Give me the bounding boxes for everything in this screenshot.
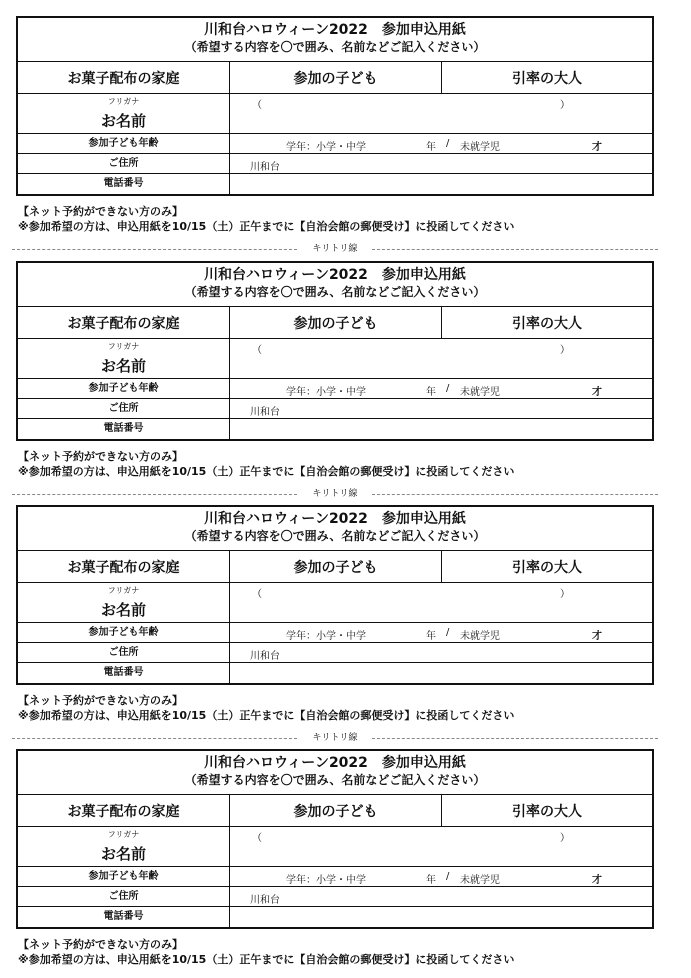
form-title-block (18, 18, 652, 62)
participation-type-header (18, 62, 652, 94)
address-row (18, 887, 652, 907)
online-note: 【ネット予約ができない方のみ】 (18, 450, 183, 463)
name-input-field[interactable] (230, 583, 652, 622)
age-option-text: 年 (426, 142, 436, 153)
application-form (16, 505, 654, 685)
phone-input-field[interactable] (230, 907, 652, 927)
age-label: 参加子ども年齢 (18, 867, 230, 886)
name-input-field[interactable] (230, 827, 652, 866)
participation-option-2[interactable]: 参加の子ども (230, 795, 442, 826)
cut-line-dash (12, 738, 297, 739)
age-option-text: 才 (592, 387, 602, 398)
age-input-field[interactable] (230, 867, 652, 886)
participation-option-1[interactable]: お菓子配布の家庭 (18, 307, 230, 338)
address-prefill: 川和台 (250, 895, 280, 906)
age-label: 参加子ども年齢 (18, 134, 230, 153)
age-option-text: 学年：小学・中学 (286, 875, 366, 886)
age-input-field[interactable] (230, 134, 652, 153)
name-label-cell (18, 827, 230, 866)
form-title: 川和台ハロウィーン2022 参加申込用紙 (204, 755, 466, 771)
age-option-text: 学年：小学・中学 (286, 387, 366, 398)
phone-row (18, 174, 652, 194)
furigana-label: フリガナ (107, 97, 140, 106)
address-prefill: 川和台 (250, 162, 280, 173)
phone-row (18, 419, 652, 439)
age-option-text: 未就学児 (460, 875, 500, 886)
form-subtitle: （希望する内容を〇で囲み、名前などご記入ください） (184, 40, 486, 54)
participation-type-header (18, 795, 652, 827)
age-label: 参加子ども年齢 (18, 623, 230, 642)
participation-option-2[interactable]: 参加の子ども (230, 307, 442, 338)
cut-line-dash (12, 249, 297, 250)
address-row (18, 399, 652, 419)
participation-type-header (18, 551, 652, 583)
address-input-field[interactable] (230, 887, 652, 906)
furigana-paren-open: （ (252, 833, 262, 844)
age-option-text: 学年：小学・中学 (286, 631, 366, 642)
age-option-text: 才 (592, 631, 602, 642)
phone-label: 電話番号 (18, 174, 230, 194)
phone-input-field[interactable] (230, 419, 652, 439)
form-subtitle: （希望する内容を〇で囲み、名前などご記入ください） (184, 773, 486, 787)
name-label: お名前 (100, 357, 146, 375)
furigana-paren-open: （ (252, 589, 262, 600)
age-row (18, 623, 652, 643)
form-title-block (18, 263, 652, 307)
furigana-paren-open: （ (252, 345, 262, 356)
name-input-field[interactable] (230, 94, 652, 133)
age-option-text: 年 (426, 631, 436, 642)
cut-line-dash (372, 249, 658, 250)
name-input-field[interactable] (230, 339, 652, 378)
phone-input-field[interactable] (230, 174, 652, 194)
address-label: ご住所 (18, 643, 230, 662)
phone-label: 電話番号 (18, 663, 230, 683)
age-row (18, 867, 652, 887)
participation-option-2[interactable]: 参加の子ども (230, 62, 442, 93)
phone-label: 電話番号 (18, 419, 230, 439)
age-option-text: 年 (426, 875, 436, 886)
application-form (16, 16, 654, 196)
form-subtitle: （希望する内容を〇で囲み、名前などご記入ください） (184, 285, 486, 299)
application-form (16, 749, 654, 929)
age-option-text: / (446, 138, 450, 149)
address-prefill: 川和台 (250, 407, 280, 418)
age-option-text: 未就学児 (460, 631, 500, 642)
name-label-cell (18, 583, 230, 622)
age-option-text: / (446, 383, 450, 394)
name-row (18, 339, 652, 379)
name-row (18, 583, 652, 623)
form-title-block (18, 751, 652, 795)
submission-instruction: ※参加希望の方は、申込用紙を10/15（土）正午までに【自治会館の郵便受け】に投函してください (18, 220, 515, 233)
furigana-label: フリガナ (107, 342, 140, 351)
form-subtitle: （希望する内容を〇で囲み、名前などご記入ください） (184, 529, 486, 543)
name-label-cell (18, 339, 230, 378)
age-option-text: / (446, 871, 450, 882)
address-prefill: 川和台 (250, 651, 280, 662)
furigana-paren-open: （ (252, 100, 262, 111)
address-label: ご住所 (18, 399, 230, 418)
application-form (16, 261, 654, 441)
address-row (18, 643, 652, 663)
age-option-text: 未就学児 (460, 387, 500, 398)
age-row (18, 379, 652, 399)
participation-option-3[interactable]: 引率の大人 (512, 315, 582, 332)
cut-line-label: キリトリ線 (312, 489, 358, 499)
participation-option-1[interactable]: お菓子配布の家庭 (18, 62, 230, 93)
participation-option-2[interactable]: 参加の子ども (230, 551, 442, 582)
phone-row (18, 907, 652, 927)
furigana-label: フリガナ (107, 586, 140, 595)
age-input-field[interactable] (230, 379, 652, 398)
name-label: お名前 (100, 845, 146, 863)
cut-line-dash (372, 738, 658, 739)
name-label: お名前 (100, 112, 146, 130)
participation-type-header (18, 307, 652, 339)
cut-line (0, 731, 691, 745)
phone-input-field[interactable] (230, 663, 652, 683)
form-title: 川和台ハロウィーン2022 参加申込用紙 (204, 511, 466, 527)
age-option-text: / (446, 627, 450, 638)
cut-line-dash (12, 494, 297, 495)
participation-option-3[interactable]: 引率の大人 (512, 70, 582, 87)
participation-option-3[interactable]: 引率の大人 (512, 803, 582, 820)
cut-line (0, 242, 691, 256)
furigana-label: フリガナ (107, 830, 140, 839)
age-row (18, 134, 652, 154)
furigana-paren-close: ） (560, 345, 570, 356)
cut-line (0, 487, 691, 501)
age-option-text: 未就学児 (460, 142, 500, 153)
online-note: 【ネット予約ができない方のみ】 (18, 694, 183, 707)
furigana-paren-close: ） (560, 589, 570, 600)
name-label: お名前 (100, 601, 146, 619)
phone-row (18, 663, 652, 683)
name-label-cell (18, 94, 230, 133)
participation-option-3[interactable]: 引率の大人 (512, 559, 582, 576)
cut-line-dash (372, 494, 658, 495)
form-title: 川和台ハロウィーン2022 参加申込用紙 (204, 22, 466, 38)
submission-instruction: ※参加希望の方は、申込用紙を10/15（土）正午までに【自治会館の郵便受け】に投函してください (18, 465, 515, 478)
online-note: 【ネット予約ができない方のみ】 (18, 205, 183, 218)
participation-option-1[interactable]: お菓子配布の家庭 (18, 795, 230, 826)
name-row (18, 827, 652, 867)
furigana-paren-close: ） (560, 833, 570, 844)
form-title-block (18, 507, 652, 551)
address-input-field[interactable] (230, 643, 652, 662)
age-option-text: 年 (426, 387, 436, 398)
address-label: ご住所 (18, 154, 230, 173)
phone-label: 電話番号 (18, 907, 230, 927)
participation-option-1[interactable]: お菓子配布の家庭 (18, 551, 230, 582)
online-note: 【ネット予約ができない方のみ】 (18, 938, 183, 951)
age-option-text: 才 (592, 142, 602, 153)
submission-instruction: ※参加希望の方は、申込用紙を10/15（土）正午までに【自治会館の郵便受け】に投函してください (18, 953, 515, 966)
age-option-text: 才 (592, 875, 602, 886)
cut-line-label: キリトリ線 (312, 733, 358, 743)
form-title: 川和台ハロウィーン2022 参加申込用紙 (204, 267, 466, 283)
address-input-field[interactable] (230, 399, 652, 418)
address-label: ご住所 (18, 887, 230, 906)
name-row (18, 94, 652, 134)
submission-instruction: ※参加希望の方は、申込用紙を10/15（土）正午までに【自治会館の郵便受け】に投函してください (18, 709, 515, 722)
cut-line-label: キリトリ線 (312, 244, 358, 254)
furigana-paren-close: ） (560, 100, 570, 111)
age-label: 参加子ども年齢 (18, 379, 230, 398)
age-option-text: 学年：小学・中学 (286, 142, 366, 153)
address-input-field[interactable] (230, 154, 652, 173)
age-input-field[interactable] (230, 623, 652, 642)
address-row (18, 154, 652, 174)
